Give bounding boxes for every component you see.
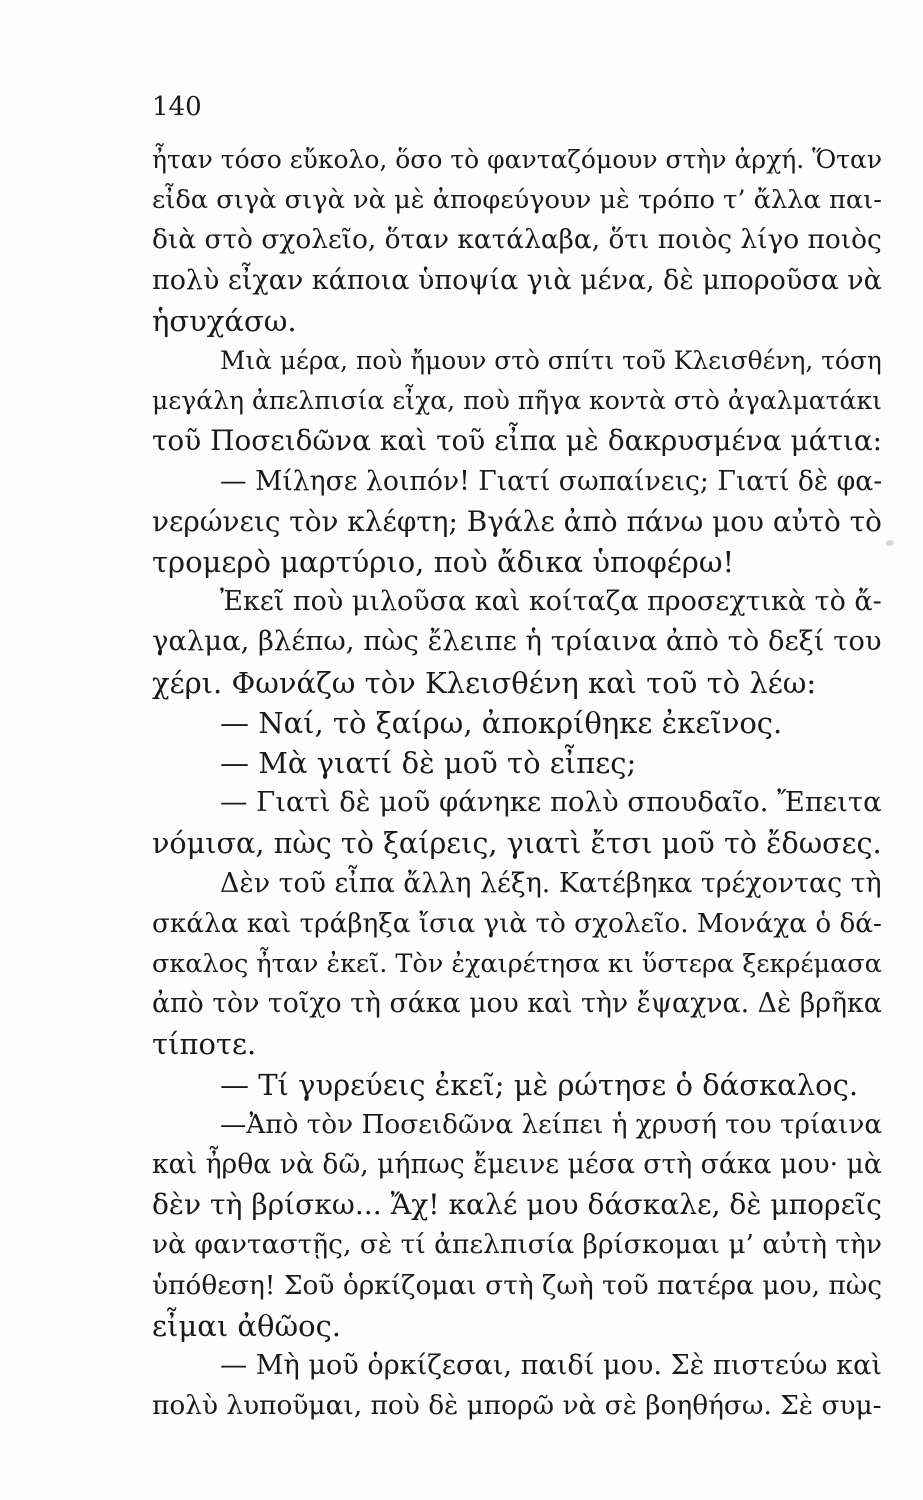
text-line: πολὺ λυποῦμαι, ποὺ δὲ μπορῶ νὰ σὲ βοηθήσω. Σὲ συμ-	[152, 1390, 882, 1421]
text-line: ὑπόθεση! Σοῦ ὁρκίζομαι στὴ ζωὴ τοῦ πατέρα μου, πὼς	[152, 1270, 883, 1301]
text-line: — Τί γυρεύεις ἐκεῖ; μὲ ρώτησε ὁ δάσκαλος.	[220, 1068, 859, 1102]
text-line: μεγάλη ἀπελπισία εἶχα, ποὺ πῆγα κοντὰ στὸ ἀγαλματάκι	[152, 386, 882, 415]
text-line: —Ἀπὸ τὸν Ποσειδῶνα λείπει ἡ χρυσή του τρίαινα	[220, 1110, 883, 1140]
text-line: τοῦ Ποσειδῶνα καὶ τοῦ εἶπα μὲ δακρυσμένα μάτια:	[152, 424, 883, 457]
paper-speck	[886, 540, 894, 546]
text-line: τίποτε.	[152, 1027, 257, 1061]
text-line: νερώνεις τὸν κλέφτη; Βγάλε ἀπὸ πάνω μου αὐτὸ τὸ	[152, 505, 882, 538]
text-line: Μιὰ μέρα, ποὺ ἤμουν στὸ σπίτι τοῦ Κλεισθένη, τόση	[220, 346, 882, 375]
text-line: Ἐκεῖ ποὺ μιλοῦσα καὶ κοίταζα προσεχτικὰ τὸ ἄ-	[220, 586, 882, 617]
text-line: — Μίλησε λοιπόν! Γιατί σωπαίνεις; Γιατί δὲ φα-	[220, 466, 883, 497]
text-line: Δὲν τοῦ εἶπα ἄλλη λέξη. Κατέβηκα τρέχοντας τὴ	[220, 868, 882, 899]
text-line: διὰ στὸ σχολεῖο, ὅταν κατάλαβα, ὅτι ποιὸς λίγο ποιὸς	[152, 224, 882, 255]
text-line: — Ναί, τὸ ξαίρω, ἀποκρίθηκε ἐκεῖνος.	[220, 706, 783, 740]
text-line: καὶ ἦρθα νὰ δῶ, μήπως ἔμεινε μέσα στὴ σάκα μου· μὰ	[152, 1149, 882, 1180]
text-line: εἶμαι ἀθῶος.	[152, 1309, 342, 1343]
text-line: — Μὴ μοῦ ὁρκίζεσαι, παιδί μου. Σὲ πιστεύω καὶ	[220, 1350, 883, 1381]
text-line: — Μὰ γιατί δὲ μοῦ τὸ εἶπες;	[220, 746, 637, 780]
text-line: — Γιατὶ δὲ μοῦ φάνηκε πολὺ σπουδαῖο. Ἔπειτα	[220, 787, 882, 818]
text-line: δὲν τὴ βρίσκω... Ἄχ! καλέ μου δάσκαλε, δὲ μπορεῖς	[152, 1188, 882, 1221]
text-line: χέρι. Φωνάζω τὸν Κλεισθένη καὶ τοῦ τὸ λέω:	[152, 666, 817, 700]
text-line: ἀπὸ τὸν τοῖχο τὴ σάκα μου καὶ τὴν ἔψαχνα. Δὲ βρῆκα	[152, 988, 882, 1019]
text-line: σκαλος ἦταν ἐκεῖ. Τὸν ἐχαιρέτησα κι ὕστερα ξεκρέμασα	[152, 949, 882, 979]
text-line: εἶδα σιγὰ σιγὰ νὰ μὲ ἀποφεύγουν μὲ τρόπο τ’ ἄλλα παι-	[152, 185, 882, 215]
text-line: νόμισα, πὼς τὸ ξαίρεις, γιατὶ ἔτσι μοῦ τὸ ἔδωσες.	[152, 826, 882, 860]
text-line: τρομερὸ μαρτύριο, ποὺ ἄδικα ὑποφέρω!	[152, 545, 735, 579]
text-line: πολὺ εἶχαν κάποια ὑποψία γιὰ μένα, δὲ μποροῦσα νὰ	[152, 265, 882, 296]
text-line: νὰ φανταστῇς, σὲ τί ἀπελπισία βρίσκομαι μ’ αὐτὴ τὴν	[152, 1229, 883, 1260]
text-line: ἡσυχάσω.	[152, 304, 297, 338]
page-number: 140	[152, 92, 202, 122]
text-line: ἦταν τόσο εὔκολο, ὅσο τὸ φανταζόμουν στὴν ἀρχή. Ὅταν	[152, 145, 883, 174]
text-line: γαλμα, βλέπω, πὼς ἔλειπε ἡ τρίαινα ἀπὸ τὸ δεξί του	[152, 626, 882, 657]
text-line: σκάλα καὶ τράβηξα ἴσια γιὰ τὸ σχολεῖο. Μονάχα ὁ δά-	[152, 909, 882, 939]
